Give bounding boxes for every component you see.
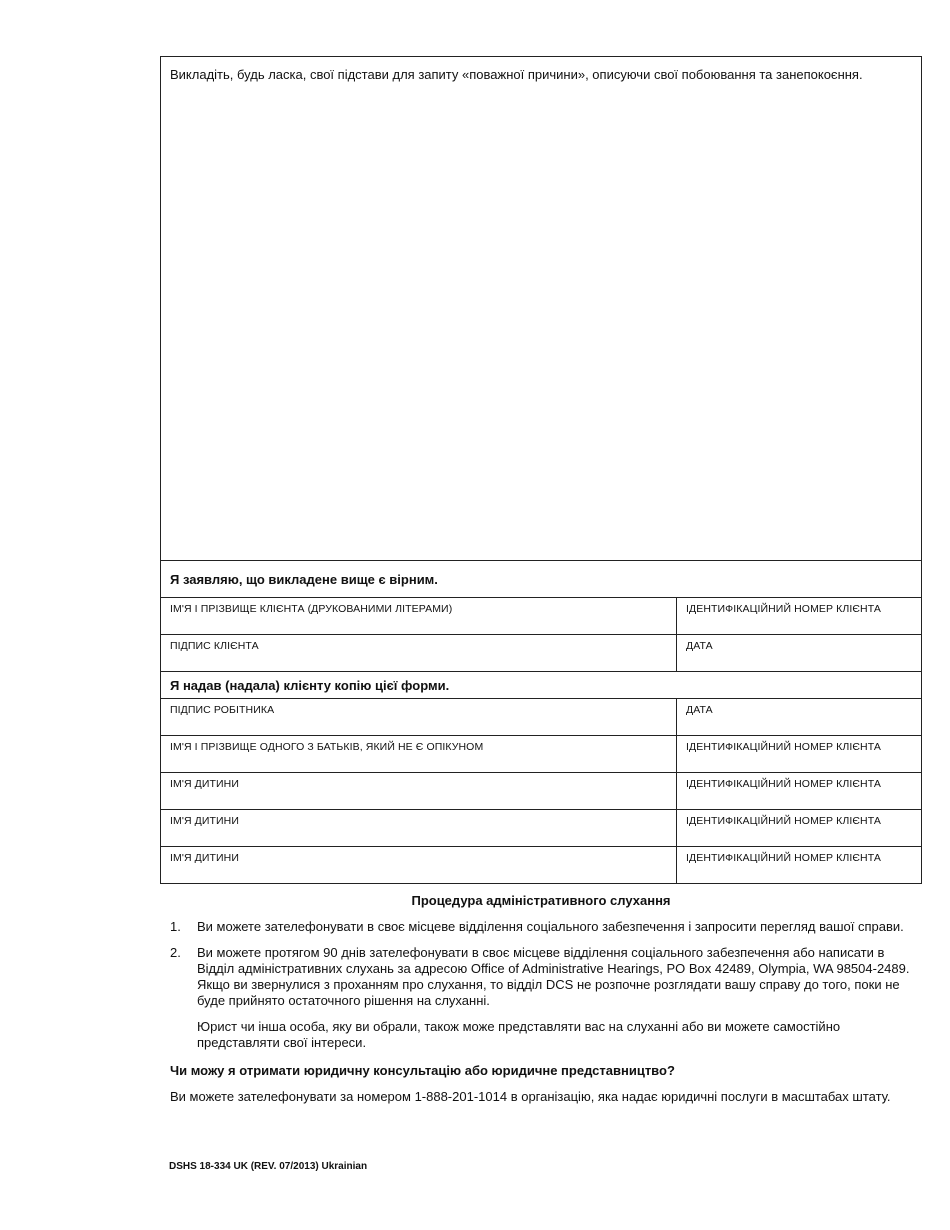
field-label: ІМ'Я ДИТИНИ bbox=[170, 778, 240, 790]
field-label: ІДЕНТИФІКАЦІЙНИЙ НОМЕР КЛІЄНТА bbox=[686, 852, 881, 864]
copy-given-heading bbox=[161, 672, 922, 699]
field-label: ІДЕНТИФІКАЦІЙНИЙ НОМЕР КЛІЄНТА bbox=[686, 778, 881, 790]
noncustodial-parent-name-field[interactable] bbox=[161, 736, 677, 773]
procedure-item-number: 1. bbox=[170, 919, 181, 934]
field-label: ІМ'Я І ПРІЗВИЩЕ КЛІЄНТА (ДРУКОВАНИМИ ЛІТЕРАМИ) bbox=[170, 603, 453, 615]
reason-prompt: Викладіть, будь ласка, свої підстави для запиту «поважної причини», описуючи свої побоювання та занепокоєння. bbox=[170, 67, 863, 82]
declaration-heading bbox=[161, 561, 922, 598]
field-label: ІМ'Я І ПРІЗВИЩЕ ОДНОГО З БАТЬКІВ, ЯКИЙ НЕ Є ОПІКУНОМ bbox=[170, 741, 484, 753]
field-label: ІДЕНТИФІКАЦІЙНИЙ НОМЕР КЛІЄНТА bbox=[686, 815, 881, 827]
reason-textarea[interactable] bbox=[161, 57, 922, 561]
procedure-item-1 bbox=[160, 919, 922, 935]
procedure-item-number: 2. bbox=[170, 945, 181, 960]
child-name-field-2[interactable] bbox=[161, 810, 677, 847]
child-id-field-3[interactable] bbox=[677, 847, 922, 884]
field-label: ІДЕНТИФІКАЦІЙНИЙ НОМЕР КЛІЄНТА bbox=[686, 741, 881, 753]
procedure-item-2 bbox=[160, 945, 922, 1009]
field-label: ПІДПИС РОБІТНИКА bbox=[170, 704, 275, 716]
legal-help-question: Чи можу я отримати юридичну консультацію або юридичне представництво? bbox=[170, 1063, 675, 1078]
procedure-title: Процедура адміністративного слухання bbox=[411, 893, 671, 908]
client-name-field[interactable] bbox=[161, 598, 677, 635]
declaration-statement: Я заявляю, що викладене вище є вірним. bbox=[170, 571, 438, 587]
client-date-field[interactable] bbox=[677, 635, 922, 672]
field-label: ІМ'Я ДИТИНИ bbox=[170, 852, 240, 864]
representation-note: Юрист чи інша особа, яку ви обрали, також може представляти вас на слуханні або ви можете самостійно представляти свої інтереси. bbox=[197, 1019, 841, 1050]
child-id-field-2[interactable] bbox=[677, 810, 922, 847]
worker-date-field[interactable] bbox=[677, 699, 922, 736]
field-label: ІДЕНТИФІКАЦІЙНИЙ НОМЕР КЛІЄНТА bbox=[686, 603, 881, 615]
client-signature-field[interactable] bbox=[161, 635, 677, 672]
worker-signature-field[interactable] bbox=[161, 699, 677, 736]
child-name-field-3[interactable] bbox=[161, 847, 677, 884]
field-label: ІМ'Я ДИТИНИ bbox=[170, 815, 240, 827]
legal-help-answer: Ви можете зателефонувати за номером 1-888-201-1014 в організацію, яка надає юридичні послуги в масштабах штату. bbox=[170, 1089, 891, 1104]
form-table bbox=[160, 56, 922, 884]
procedure-item-text: Ви можете зателефонувати в своє місцеве відділення соціального забезпечення і запросити перегляд вашої справи. bbox=[197, 919, 904, 934]
hearing-procedure-section bbox=[160, 893, 922, 1105]
field-label: ДАТА bbox=[686, 704, 713, 716]
field-label: ПІДПИС КЛІЄНТА bbox=[170, 640, 259, 652]
form-footer-id: DSHS 18-334 UK (REV. 07/2013) Ukrainian bbox=[169, 1161, 368, 1172]
procedure-item-text: Ви можете протягом 90 днів зателефонувати в своє місцеве відділення соціального забезпечення або написати в Відділ адміністративних слухань за адресою Office of Administrative Hearings, PO Box 42489, Olympia, WA 98504-2489. Якщо ви звернулися з проханням про слухання, то відділ DCS не розпочне розглядати вашу справу до того, поки не буде прийнято остаточного рішення на слуханні. bbox=[197, 945, 910, 1008]
copy-given-statement: Я надав (надала) клієнту копію цієї форми. bbox=[170, 677, 450, 693]
noncustodial-parent-id-field[interactable] bbox=[677, 736, 922, 773]
child-name-field-1[interactable] bbox=[161, 773, 677, 810]
child-id-field-1[interactable] bbox=[677, 773, 922, 810]
field-label: ДАТА bbox=[686, 640, 713, 652]
client-id-field[interactable] bbox=[677, 598, 922, 635]
